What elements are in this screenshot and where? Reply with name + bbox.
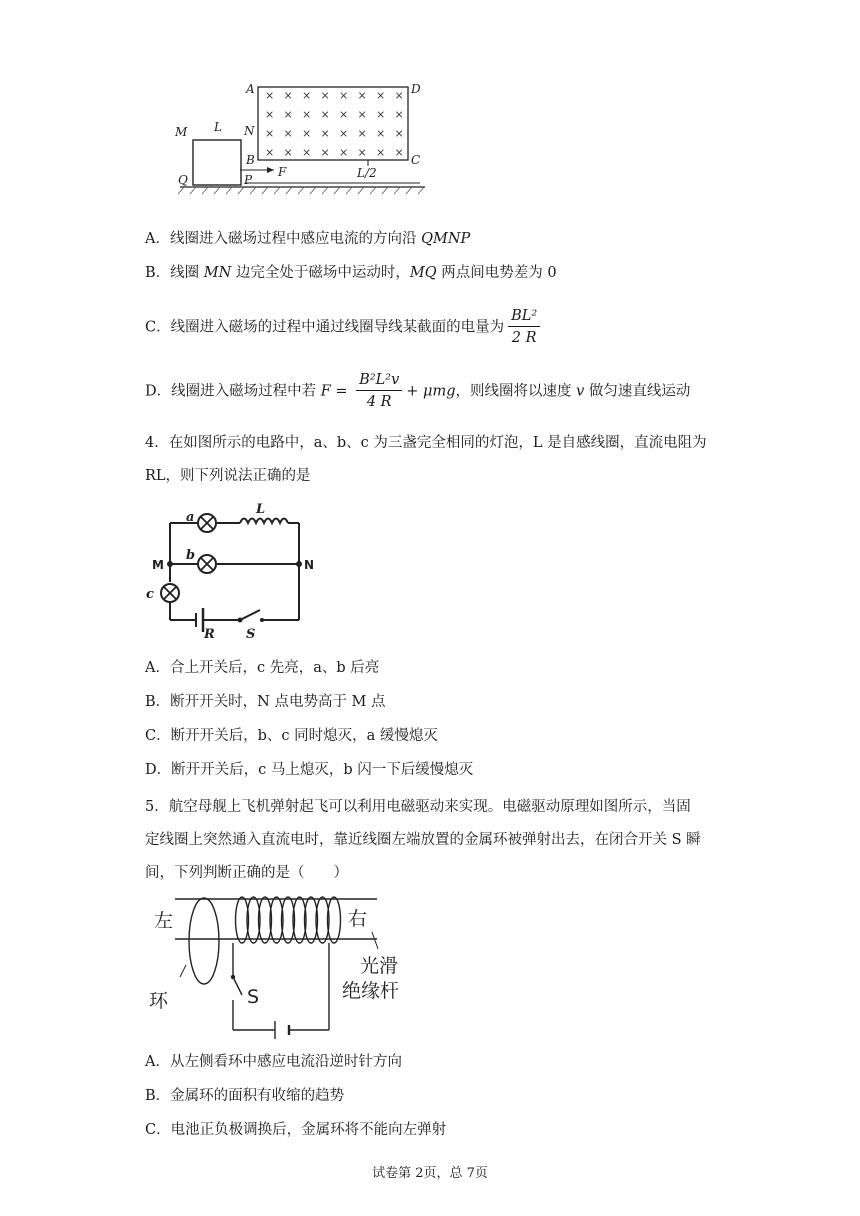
q4-option-b: B．断开开关时，N 点电势高于 M 点 — [145, 694, 386, 710]
label-M: M — [175, 125, 188, 139]
field-cross: × — [302, 127, 312, 140]
field-cross: × — [283, 146, 293, 159]
q4-stem: 4．在如图所示的电路中，a、b、c 为三盏完全相同的灯泡，L 是自感线圈，直流电阻为 RL，则下列说法正确的是 — [145, 435, 707, 484]
figure-circuit — [140, 498, 320, 643]
field-cross: × — [376, 89, 386, 102]
lamp-a-label: a — [186, 510, 195, 525]
lamp-c-label: c — [146, 587, 154, 602]
ring-label: 环 — [149, 990, 169, 1012]
field-cross: × — [320, 89, 330, 102]
q3-option-d: D．线圈进入磁场过程中若 F = $\frac{\text{B²L²v}}{4 R}$ + μmg，则线圈将以速度 v 做匀速直线运动 — [145, 370, 690, 413]
q3-option-c: C．线圈进入磁场的过程中通过线圈导线某截面的电量为 $\frac{\text{BL²}}{2 R}$ — [145, 306, 544, 349]
rod-label-line1: 光滑 — [360, 955, 399, 977]
field-cross: × — [283, 108, 293, 121]
label-L: L — [214, 120, 222, 134]
field-cross: × — [302, 146, 312, 159]
field-cross: × — [339, 89, 349, 102]
label-P: P — [244, 173, 253, 187]
field-cross: × — [357, 146, 367, 159]
label-Q: Q — [178, 173, 188, 187]
force-fraction: $\frac{\text{B²L²v}}{4 R}$ — [356, 370, 402, 413]
field-cross: × — [320, 146, 330, 159]
field-cross: × — [320, 108, 330, 121]
label-L-half: L/2 — [357, 166, 377, 180]
q5-option-b: B．金属环的面积有收缩的趋势 — [145, 1088, 345, 1104]
label-B: B — [246, 153, 255, 167]
field-cross: × — [265, 127, 275, 140]
field-cross: × — [394, 127, 404, 140]
field-cross: × — [339, 146, 349, 159]
field-cross: × — [265, 146, 275, 159]
field-cross: × — [283, 89, 293, 102]
switch-label: S — [246, 627, 256, 642]
field-cross: × — [394, 108, 404, 121]
charge-fraction: $\frac{\text{BL²}}{2 R}$ — [508, 306, 540, 349]
field-cross: × — [394, 89, 404, 102]
field-cross: × — [265, 89, 275, 102]
rod-label-line2: 绝缘杆 — [342, 980, 400, 1002]
label-N: N — [244, 124, 255, 138]
figure-coil-magnetic-field — [170, 78, 435, 198]
field-cross: × — [339, 108, 349, 121]
field-cross: × — [357, 108, 367, 121]
page-footer: 试卷第 2页，总 7页 — [372, 1166, 488, 1181]
q5-option-a: A．从左侧看环中感应电流沿逆时针方向 — [145, 1054, 402, 1070]
node-M-label: M — [152, 558, 164, 572]
q3-option-b: B．线圈 MN 边完全处于磁场中运动时，MQ 两点间电势差为 0 — [145, 265, 557, 281]
field-cross: × — [376, 146, 386, 159]
q3-option-a: A．线圈进入磁场过程中感应电流的方向沿 QMNP — [145, 231, 471, 247]
q5-stem: 5．航空母舰上飞机弹射起飞可以利用电磁驱动来实现。电磁驱动原理如图所示，当固 定线圈上突然通入直流电时，靠近线圈左端放置的金属环被弹射出去，在闭合开关 S 瞬 间，下列判断正确的是（ ） — [145, 799, 701, 881]
label-A: A — [246, 82, 255, 96]
switch-S-label: S — [247, 986, 260, 1008]
field-cross: × — [376, 108, 386, 121]
q4-option-c: C．断开开关后，b、c 同时熄灭，a 缓慢熄灭 — [145, 728, 438, 744]
label-F: F — [278, 165, 287, 179]
field-cross: × — [376, 127, 386, 140]
left-label: 左 — [154, 910, 174, 932]
figure-electromagnetic-launcher — [145, 885, 430, 1045]
lamp-b-label: b — [186, 548, 196, 563]
field-cross: × — [339, 127, 349, 140]
q4-option-a: A．合上开关后，c 先亮，a、b 后亮 — [145, 660, 380, 676]
field-cross: × — [320, 127, 330, 140]
field-cross: × — [394, 146, 404, 159]
battery-label: R — [204, 627, 215, 642]
field-cross: × — [265, 108, 275, 121]
node-N-label: N — [304, 558, 315, 572]
magnetic-field-crosses — [265, 89, 404, 159]
right-label: 右 — [348, 908, 368, 930]
field-cross: × — [357, 127, 367, 140]
label-D: D — [411, 82, 421, 96]
field-cross: × — [302, 108, 312, 121]
q4-option-d: D．断开开关后，c 马上熄灭，b 闪一下后缓慢熄灭 — [145, 762, 474, 778]
field-cross: × — [283, 127, 293, 140]
inductor-label: L — [256, 502, 266, 517]
q5-option-c: C．电池正负极调换后，金属环将不能向左弹射 — [145, 1122, 447, 1138]
label-C: C — [411, 153, 421, 167]
field-cross: × — [357, 89, 367, 102]
field-cross: × — [302, 89, 312, 102]
